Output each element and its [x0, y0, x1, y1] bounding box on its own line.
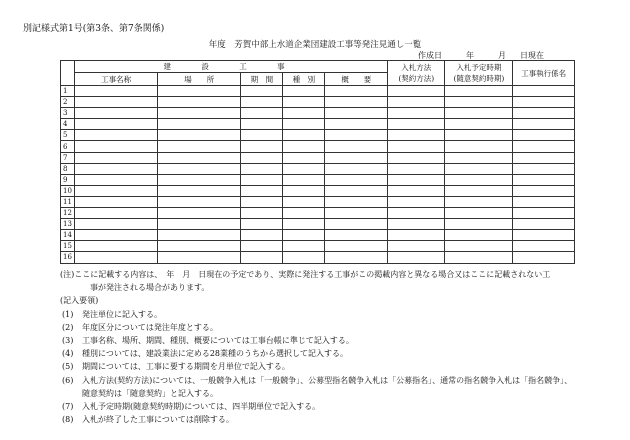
table-row — [61, 174, 575, 185]
bid-method-header: 入札方法 (契約方法) — [388, 61, 445, 86]
instruction-item — [60, 374, 580, 387]
location-header: 場 所 — [158, 73, 241, 86]
table-cell — [241, 141, 283, 152]
table-row — [61, 97, 575, 108]
table-cell — [158, 219, 241, 230]
table-cell — [283, 163, 325, 174]
table-cell — [241, 119, 283, 130]
created-date-label: 作成日 — [418, 51, 442, 60]
table-cell — [513, 196, 575, 207]
row-number: 15 — [61, 241, 75, 252]
table-cell — [75, 141, 158, 152]
table-cell — [388, 196, 445, 207]
row-number: 2 — [61, 97, 75, 108]
section-header: 工事執行係名 — [513, 61, 575, 86]
table-cell — [388, 219, 445, 230]
table-cell — [158, 185, 241, 196]
table-cell — [513, 208, 575, 219]
table-cell — [75, 219, 158, 230]
instruction-number: (7) — [62, 402, 74, 412]
instruction-text: 入札方法(契約方法)については、一般競争入札は「一般競争」、公募型指名競争入札は「公募指名」、通常の指名競争入札は「指名競争」、 — [82, 375, 573, 385]
table-row — [61, 241, 575, 252]
instruction-text: 種別については、建設業法に定める28業種のうちから選択して記入する。 — [82, 349, 349, 359]
table-cell — [283, 252, 325, 263]
table-cell — [75, 86, 158, 97]
table-cell — [513, 174, 575, 185]
table-cell — [513, 141, 575, 152]
instruction-item — [60, 347, 580, 360]
table-cell — [75, 152, 158, 163]
table-cell — [283, 108, 325, 119]
table-row — [61, 141, 575, 152]
table-cell — [445, 97, 513, 108]
table-cell — [283, 219, 325, 230]
table-cell — [75, 230, 158, 241]
instruction-item — [60, 360, 580, 373]
row-number: 16 — [61, 252, 75, 263]
table-cell — [445, 141, 513, 152]
table-cell — [445, 241, 513, 252]
table-cell — [241, 174, 283, 185]
table-cell — [325, 241, 388, 252]
table-cell — [75, 185, 158, 196]
table-cell — [325, 152, 388, 163]
table-cell — [445, 130, 513, 141]
table-cell — [283, 97, 325, 108]
table-cell — [325, 119, 388, 130]
table-cell — [388, 208, 445, 219]
instruction-number: (8) — [62, 415, 74, 425]
row-number: 1 — [61, 86, 75, 97]
table-cell — [325, 185, 388, 196]
table-cell — [241, 185, 283, 196]
table-cell — [283, 141, 325, 152]
table-cell — [75, 208, 158, 219]
table-cell — [388, 252, 445, 263]
table-cell — [325, 97, 388, 108]
note-line: 事が発注される場合があります。 — [90, 283, 210, 293]
table-cell — [325, 108, 388, 119]
instruction-number: (5) — [62, 362, 74, 372]
table-cell — [388, 230, 445, 241]
row-number-header — [61, 61, 75, 86]
table-row — [61, 196, 575, 207]
row-number: 3 — [61, 108, 75, 119]
table-row — [61, 86, 575, 97]
work-name-header: 工事名称 — [75, 73, 158, 86]
instruction-text: 年度区分については発注年度とする。 — [82, 322, 218, 332]
table-cell — [75, 241, 158, 252]
form-id: 別記様式第1号(第3条、第7条関係) — [23, 24, 165, 34]
table-cell — [241, 208, 283, 219]
instruction-item — [60, 387, 580, 400]
table-cell — [388, 152, 445, 163]
table-cell — [283, 86, 325, 97]
table-cell — [388, 119, 445, 130]
table-cell — [513, 97, 575, 108]
instruction-text: 随意契約は「随意契約」と記入する。 — [82, 388, 218, 398]
construction-outlook-table — [60, 60, 575, 264]
table-cell — [75, 196, 158, 207]
table-cell — [241, 241, 283, 252]
instruction-item — [60, 321, 580, 334]
table-cell — [445, 163, 513, 174]
table-cell — [513, 219, 575, 230]
table-cell — [75, 108, 158, 119]
instruction-number: (1) — [62, 309, 74, 319]
table-row — [61, 219, 575, 230]
table-row — [61, 130, 575, 141]
table-cell — [241, 219, 283, 230]
table-cell — [75, 174, 158, 185]
table-cell — [513, 86, 575, 97]
table-cell — [513, 163, 575, 174]
row-number: 9 — [61, 174, 75, 185]
row-number: 11 — [61, 196, 75, 207]
instructions-heading: (記入要領) — [60, 296, 99, 306]
instruction-text: 工事名称、場所、期間、種別、概要については工事台帳に準じて記入する。 — [82, 336, 354, 346]
month-label: 月 — [498, 51, 506, 60]
table-cell — [75, 163, 158, 174]
table-cell — [445, 230, 513, 241]
table-cell — [283, 130, 325, 141]
row-number: 10 — [61, 185, 75, 196]
table-cell — [513, 130, 575, 141]
table-cell — [283, 230, 325, 241]
table-cell — [325, 230, 388, 241]
table-row — [61, 252, 575, 263]
table-cell — [445, 86, 513, 97]
table-cell — [325, 86, 388, 97]
table-cell — [388, 185, 445, 196]
row-number: 14 — [61, 230, 75, 241]
instruction-text: 期間については、工事に要する期間を月単位で記入する。 — [82, 362, 290, 372]
table-cell — [388, 163, 445, 174]
table-cell — [241, 130, 283, 141]
as-of-label: 日現在 — [520, 51, 544, 60]
table-cell — [445, 174, 513, 185]
instruction-item — [60, 334, 580, 347]
table-cell — [75, 97, 158, 108]
table-cell — [158, 108, 241, 119]
instruction-number: (4) — [62, 349, 74, 359]
table-row — [61, 230, 575, 241]
table-cell — [445, 152, 513, 163]
table-cell — [388, 130, 445, 141]
notes — [60, 268, 580, 426]
table-cell — [445, 196, 513, 207]
table-cell — [158, 86, 241, 97]
table-cell — [75, 119, 158, 130]
table-cell — [158, 97, 241, 108]
table-cell — [513, 152, 575, 163]
table-cell — [158, 174, 241, 185]
table-cell — [241, 230, 283, 241]
row-number: 8 — [61, 163, 75, 174]
table-cell — [513, 252, 575, 263]
instruction-item — [60, 413, 580, 426]
table-cell — [283, 208, 325, 219]
instruction-number: (3) — [62, 336, 74, 346]
table-cell — [75, 252, 158, 263]
table-cell — [513, 119, 575, 130]
table-cell — [513, 241, 575, 252]
table-row — [61, 163, 575, 174]
row-number: 13 — [61, 219, 75, 230]
table-cell — [75, 130, 158, 141]
table-cell — [158, 130, 241, 141]
table-row — [61, 108, 575, 119]
year-label: 年 — [466, 51, 474, 60]
row-number: 4 — [61, 119, 75, 130]
note-line: (注)ここに記載する内容は、 年 月 日現在の予定であり、実際に発注する工事がこの掲載内容と異なる場合又はここに記載されない工 — [60, 270, 551, 279]
table-cell — [388, 174, 445, 185]
instruction-text: 入札予定時期(随意契約時期)については、四半期単位で記入する。 — [82, 402, 321, 412]
table-cell — [513, 185, 575, 196]
table-cell — [325, 219, 388, 230]
table-cell — [325, 208, 388, 219]
instruction-number: (6) — [62, 375, 74, 385]
table-cell — [445, 185, 513, 196]
table-cell — [283, 119, 325, 130]
table-cell — [241, 163, 283, 174]
table-cell — [445, 219, 513, 230]
table-cell — [388, 108, 445, 119]
instruction-item — [60, 400, 580, 413]
table-cell — [241, 86, 283, 97]
table-cell — [158, 119, 241, 130]
instruction-text: 入札が終了した工事については削除する。 — [82, 415, 234, 425]
period-header: 期 間 — [241, 73, 283, 86]
table-cell — [388, 86, 445, 97]
row-number: 7 — [61, 152, 75, 163]
table-cell — [283, 241, 325, 252]
table-cell — [445, 119, 513, 130]
table-cell — [283, 196, 325, 207]
table-cell — [158, 252, 241, 263]
row-number: 6 — [61, 141, 75, 152]
table-row — [61, 185, 575, 196]
instruction-item — [60, 308, 580, 321]
document-title: 年度 芳賀中部上水道企業団建設工事等発注見通し一覧 — [208, 40, 422, 50]
table-cell — [445, 252, 513, 263]
table-cell — [283, 185, 325, 196]
table-cell — [388, 241, 445, 252]
table-cell — [158, 141, 241, 152]
table-cell — [325, 174, 388, 185]
table-cell — [283, 174, 325, 185]
table-cell — [158, 208, 241, 219]
table-cell — [241, 252, 283, 263]
table-cell — [283, 152, 325, 163]
table-cell — [241, 152, 283, 163]
table-cell — [513, 108, 575, 119]
table-cell — [241, 97, 283, 108]
table-cell — [445, 208, 513, 219]
table-cell — [158, 230, 241, 241]
table-cell — [158, 163, 241, 174]
table-cell — [325, 163, 388, 174]
table-cell — [325, 196, 388, 207]
row-number: 12 — [61, 208, 75, 219]
table-cell — [325, 252, 388, 263]
table-row — [61, 152, 575, 163]
table-cell — [158, 152, 241, 163]
table-row — [61, 119, 575, 130]
table-cell — [158, 241, 241, 252]
table-row — [61, 208, 575, 219]
table-cell — [325, 130, 388, 141]
table-cell — [445, 108, 513, 119]
table-cell — [325, 141, 388, 152]
bid-time-header: 入札予定時期 (随意契約時期) — [445, 61, 513, 86]
row-number: 5 — [61, 130, 75, 141]
instruction-number: (2) — [62, 322, 74, 332]
instruction-text: 発注単位に記入する。 — [82, 309, 162, 319]
table-cell — [158, 196, 241, 207]
table-cell — [388, 97, 445, 108]
group-header: 建 設 工 事 — [75, 61, 388, 73]
table-cell — [388, 141, 445, 152]
summary-header: 概 要 — [325, 73, 388, 86]
table-cell — [241, 196, 283, 207]
type-header: 種 別 — [283, 73, 325, 86]
table-cell — [241, 108, 283, 119]
table-cell — [513, 230, 575, 241]
